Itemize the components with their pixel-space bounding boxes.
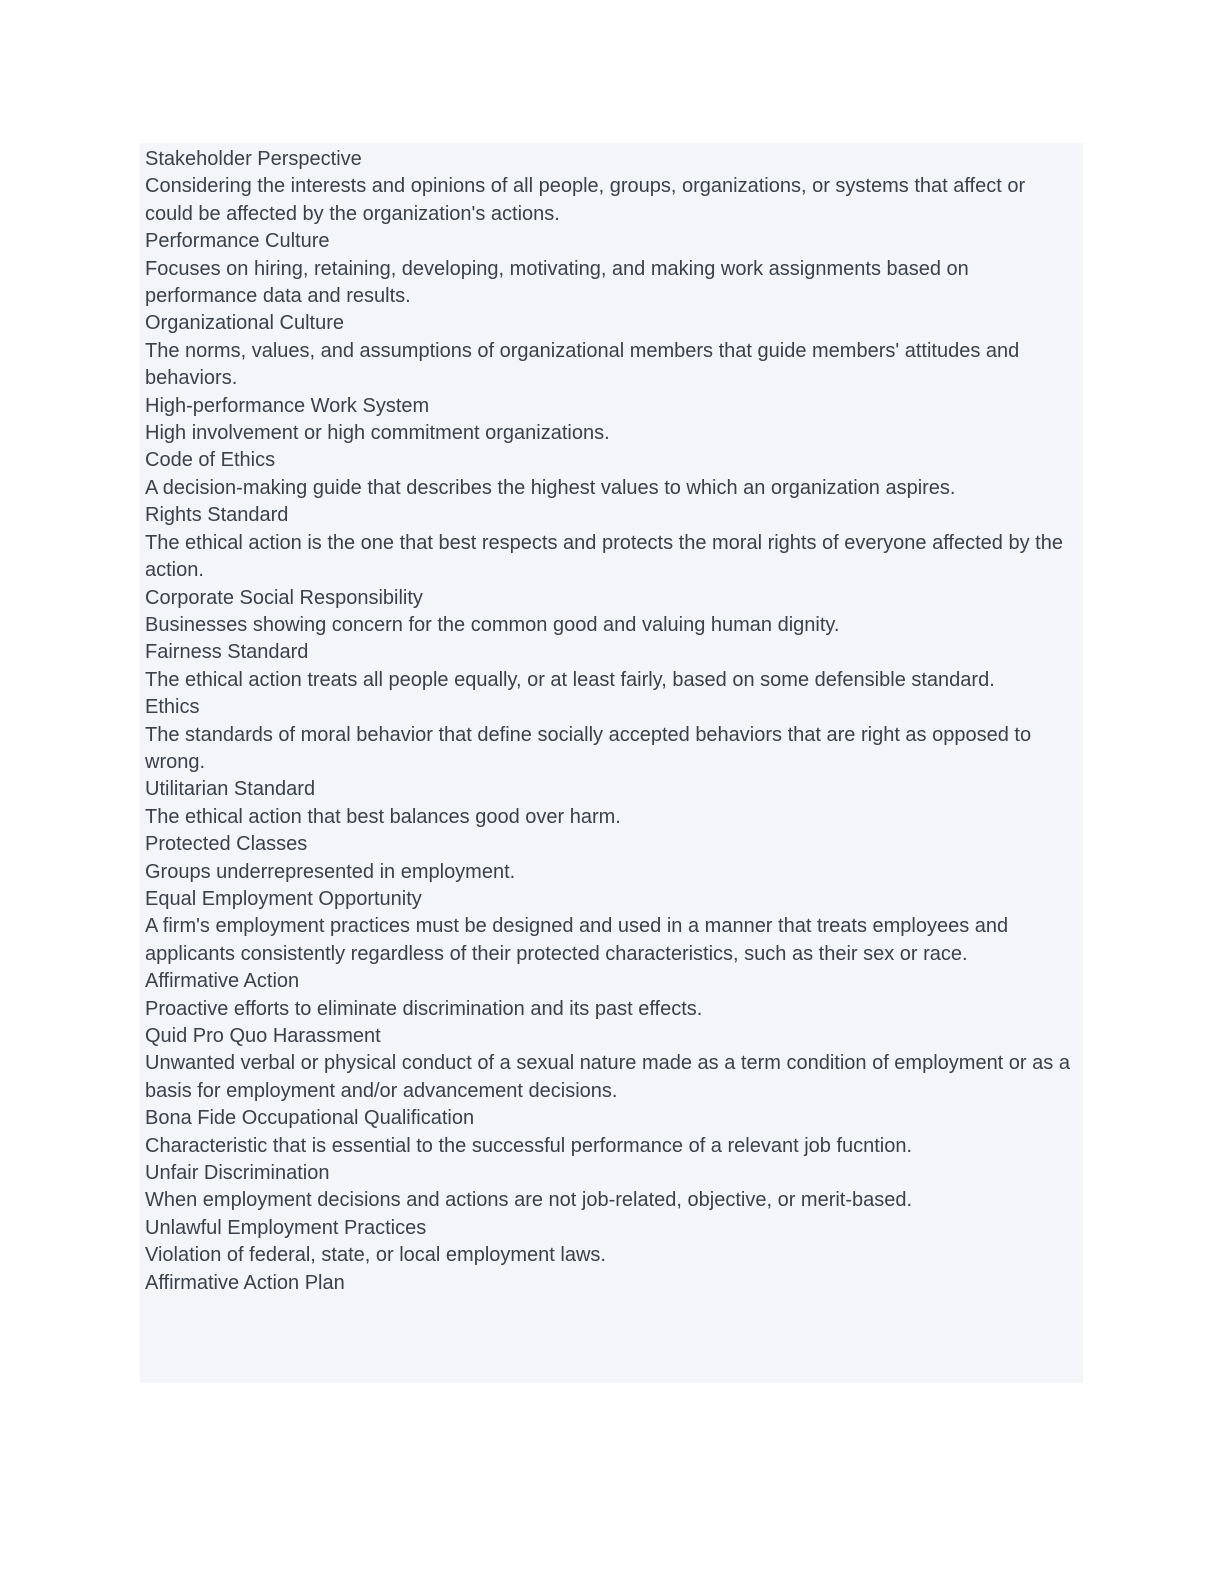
term-definition: Considering the interests and opinions of all people, groups, organizations, or systems that affect or could be affected by the organization's actions. <box>145 175 1026 225</box>
term-definition: The norms, values, and assumptions of organizational members that guide members' attitudes and behaviors. <box>145 339 1020 390</box>
term-definition: Proactive efforts to eliminate discrimination and its past effects. <box>145 997 703 1020</box>
term-definition: Unwanted verbal or physical conduct of a sexual nature made as a term condition of employment or as a basis for employment and/or advancement decisions. <box>145 1052 1070 1102</box>
term-label: Code of Ethics <box>145 449 276 472</box>
glossary-entry <box>145 1023 1078 1105</box>
term-definition: The ethical action that best balances good over harm. <box>145 805 621 828</box>
glossary-entry <box>145 694 1078 776</box>
term-label: Protected Classes <box>145 833 308 856</box>
term-label: Stakeholder Perspective <box>145 148 362 170</box>
term-definition: When employment decisions and actions are not job-related, objective, or merit-based. <box>145 1189 913 1212</box>
glossary-entry <box>145 1215 1078 1270</box>
glossary-entry <box>145 502 1078 584</box>
glossary-entry <box>145 886 1078 968</box>
term-label: Affirmative Action <box>145 970 300 993</box>
term-label: Equal Employment Opportunity <box>145 887 422 910</box>
glossary-entry <box>145 585 1078 640</box>
glossary-entry <box>145 776 1078 831</box>
term-definition: High involvement or high commitment organizations. <box>145 422 610 445</box>
term-label: Unlawful Employment Practices <box>145 1216 427 1239</box>
term-definition: A decision-making guide that describes the highest values to which an organization aspires. <box>145 476 956 499</box>
term-definition: Focuses on hiring, retaining, developing, motivating, and making work assignments based on performance data and results. <box>145 257 969 308</box>
term-label: Corporate Social Responsibility <box>145 586 423 609</box>
term-definition: Groups underrepresented in employment. <box>145 860 516 883</box>
term-definition: Characteristic that is essential to the successful performance of a relevant job fucntion. <box>145 1134 913 1157</box>
term-definition: The standards of moral behavior that define socially accepted behaviors that are right as opposed to wrong. <box>145 723 1032 773</box>
glossary-entry <box>145 146 1078 228</box>
term-label: Utilitarian Standard <box>145 778 316 801</box>
glossary-entry <box>145 447 1078 502</box>
glossary-entry <box>145 831 1078 886</box>
term-label: Rights Standard <box>145 504 289 527</box>
glossary-entry <box>145 310 1078 392</box>
glossary-entry <box>145 1105 1078 1160</box>
glossary-entry <box>145 393 1078 448</box>
term-definition: Violation of federal, state, or local employment laws. <box>145 1244 606 1267</box>
glossary-entry <box>145 1160 1078 1215</box>
term-definition: Businesses showing concern for the common good and valuing human dignity. <box>145 613 840 636</box>
term-label: Affirmative Action Plan <box>145 1271 345 1294</box>
glossary-entry <box>145 968 1078 1023</box>
term-label: Organizational Culture <box>145 312 344 335</box>
term-definition: The ethical action treats all people equally, or at least fairly, based on some defensible standard. <box>145 668 995 691</box>
term-definition: A firm's employment practices must be designed and used in a manner that treats employees and applicants consistently regardless of their protected characteristics, such as their sex or race. <box>145 915 1009 965</box>
term-definition: The ethical action is the one that best respects and protects the moral rights of everyone affected by the action. <box>145 531 1063 582</box>
glossary-entry <box>145 639 1078 694</box>
term-label: High-performance Work System <box>145 394 430 417</box>
term-label: Bona Fide Occupational Qualification <box>145 1107 475 1130</box>
term-label: Fairness Standard <box>145 641 309 664</box>
glossary-block <box>140 143 1083 1383</box>
term-label: Quid Pro Quo Harassment <box>145 1025 381 1047</box>
glossary-entry <box>145 228 1078 310</box>
term-label: Ethics <box>145 696 200 719</box>
term-label: Performance Culture <box>145 230 330 253</box>
glossary-entry <box>145 1270 1078 1297</box>
term-label: Unfair Discrimination <box>145 1162 330 1185</box>
